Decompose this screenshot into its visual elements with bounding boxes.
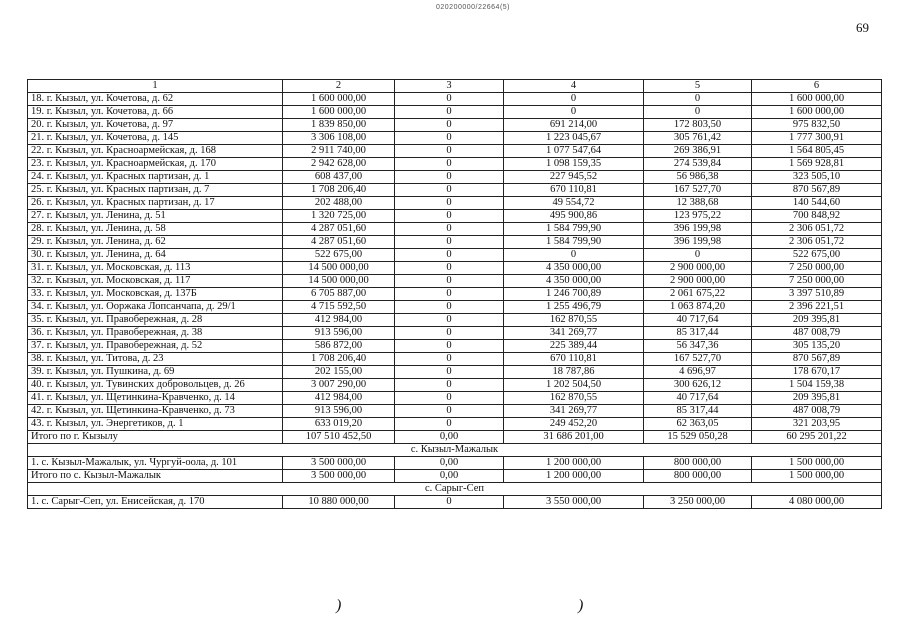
amount-cell: 1 564 805,45	[752, 145, 882, 158]
amount-cell: 4 287 051,60	[283, 223, 395, 236]
amount-cell: 7 250 000,00	[752, 262, 882, 275]
column-header: 6	[752, 80, 882, 93]
table-row	[28, 288, 882, 301]
table-row	[28, 379, 882, 392]
amount-cell: 2 061 675,22	[644, 288, 752, 301]
amount-cell: 0	[504, 249, 644, 262]
amount-cell: 1 777 300,91	[752, 132, 882, 145]
address-cell: Итого по с. Кызыл-Мажалык	[28, 470, 283, 483]
table-row	[28, 327, 882, 340]
amount-cell: 2 396 221,51	[752, 301, 882, 314]
amount-cell: 3 250 000,00	[644, 496, 752, 509]
amount-cell: 913 596,00	[283, 327, 395, 340]
amount-cell: 0	[644, 93, 752, 106]
amount-cell: 0	[395, 93, 504, 106]
amount-cell: 1 098 159,35	[504, 158, 644, 171]
amount-cell: 0	[395, 132, 504, 145]
table-row	[28, 223, 882, 236]
amount-cell: 3 397 510,89	[752, 288, 882, 301]
table-row	[28, 392, 882, 405]
page-number: 69	[856, 20, 869, 35]
amount-cell: 0	[395, 366, 504, 379]
amount-cell: 62 363,05	[644, 418, 752, 431]
amount-cell: 10 880 000,00	[283, 496, 395, 509]
amount-cell: 0	[395, 301, 504, 314]
amount-cell: 487 008,79	[752, 327, 882, 340]
amount-cell: 269 386,91	[644, 145, 752, 158]
amount-cell: 1 200 000,00	[504, 457, 644, 470]
amount-cell: 1 708 206,40	[283, 184, 395, 197]
amount-cell: 522 675,00	[283, 249, 395, 262]
amount-cell: 1 708 206,40	[283, 353, 395, 366]
address-cell: 19. г. Кызыл, ул. Кочетова, д. 66	[28, 106, 283, 119]
table-row	[28, 496, 882, 509]
amount-cell: 0	[395, 340, 504, 353]
amount-cell: 4 350 000,00	[504, 262, 644, 275]
amount-cell: 249 452,20	[504, 418, 644, 431]
amount-cell: 0	[395, 275, 504, 288]
amount-cell: 1 584 799,90	[504, 236, 644, 249]
amount-cell: 0	[395, 119, 504, 132]
amount-cell: 1 246 700,89	[504, 288, 644, 301]
amount-cell: 1 320 725,00	[283, 210, 395, 223]
amount-cell: 1 569 928,81	[752, 158, 882, 171]
address-cell: 43. г. Кызыл, ул. Энергетиков, д. 1	[28, 418, 283, 431]
column-header: 3	[395, 80, 504, 93]
table-row	[28, 106, 882, 119]
address-cell: 31. г. Кызыл, ул. Московская, д. 113	[28, 262, 283, 275]
amount-cell: 1 500 000,00	[752, 457, 882, 470]
address-cell: 37. г. Кызыл, ул. Правобережная, д. 52	[28, 340, 283, 353]
amount-cell: 1 223 045,67	[504, 132, 644, 145]
amount-cell: 300 626,12	[644, 379, 752, 392]
amount-cell: 0	[395, 418, 504, 431]
column-header: 5	[644, 80, 752, 93]
amount-cell: 4 350 000,00	[504, 275, 644, 288]
amount-cell: 487 008,79	[752, 405, 882, 418]
amount-cell: 0	[395, 496, 504, 509]
amount-cell: 1 584 799,90	[504, 223, 644, 236]
amount-cell: 0	[644, 106, 752, 119]
amount-cell: 3 500 000,00	[283, 457, 395, 470]
amount-cell: 225 389,44	[504, 340, 644, 353]
amount-cell: 1 504 159,38	[752, 379, 882, 392]
table-row	[28, 470, 882, 483]
amount-cell: 0	[395, 379, 504, 392]
amount-cell: 0,00	[395, 470, 504, 483]
table-row	[28, 197, 882, 210]
table-row	[28, 249, 882, 262]
table-header-row	[28, 80, 882, 93]
amount-cell: 1 600 000,00	[283, 93, 395, 106]
table-row	[28, 145, 882, 158]
address-cell: 36. г. Кызыл, ул. Правобережная, д. 38	[28, 327, 283, 340]
amount-cell: 60 295 201,22	[752, 431, 882, 444]
amount-cell: 7 250 000,00	[752, 275, 882, 288]
amount-cell: 140 544,60	[752, 197, 882, 210]
table-row	[28, 93, 882, 106]
table-row	[28, 119, 882, 132]
column-header: 1	[28, 80, 283, 93]
amount-cell: 0	[395, 327, 504, 340]
amount-cell: 633 019,20	[283, 418, 395, 431]
amount-cell: 4 080 000,00	[752, 496, 882, 509]
amount-cell: 4 696,97	[644, 366, 752, 379]
amount-cell: 0	[395, 223, 504, 236]
amount-cell: 3 500 000,00	[283, 470, 395, 483]
footer-mark: )	[336, 597, 342, 614]
amount-cell: 0	[395, 158, 504, 171]
amount-cell: 0	[395, 197, 504, 210]
amount-cell: 18 787,86	[504, 366, 644, 379]
address-cell: 22. г. Кызыл, ул. Красноармейская, д. 168	[28, 145, 283, 158]
address-cell: 24. г. Кызыл, ул. Красных партизан, д. 1	[28, 171, 283, 184]
amount-cell: 1 077 547,64	[504, 145, 644, 158]
amount-cell: 870 567,89	[752, 353, 882, 366]
section-header-row	[28, 483, 882, 496]
address-cell: 29. г. Кызыл, ул. Ленина, д. 62	[28, 236, 283, 249]
amount-cell: 0	[395, 249, 504, 262]
amount-cell: 870 567,89	[752, 184, 882, 197]
amount-cell: 341 269,77	[504, 327, 644, 340]
table-row	[28, 431, 882, 444]
address-cell: 1. с. Кызыл-Мажалык, ул. Чургуй-оола, д. 101	[28, 457, 283, 470]
amount-cell: 107 510 452,50	[283, 431, 395, 444]
section-header-row	[28, 444, 882, 457]
amount-cell: 1 600 000,00	[752, 106, 882, 119]
table-row	[28, 418, 882, 431]
amount-cell: 0	[395, 106, 504, 119]
address-cell: 30. г. Кызыл, ул. Ленина, д. 64	[28, 249, 283, 262]
address-cell: 21. г. Кызыл, ул. Кочетова, д. 145	[28, 132, 283, 145]
section-title: с. Сарыг-Сеп	[28, 483, 882, 496]
amount-cell: 85 317,44	[644, 327, 752, 340]
address-cell: 26. г. Кызыл, ул. Красных партизан, д. 17	[28, 197, 283, 210]
amount-cell: 1 202 504,50	[504, 379, 644, 392]
amount-cell: 586 872,00	[283, 340, 395, 353]
amount-cell: 3 550 000,00	[504, 496, 644, 509]
amount-cell: 0	[504, 93, 644, 106]
address-cell: 34. г. Кызыл, ул. Ооржака Лопсанчапа, д. 29/1	[28, 301, 283, 314]
amount-cell: 1 255 496,79	[504, 301, 644, 314]
amount-cell: 2 942 628,00	[283, 158, 395, 171]
amount-cell: 167 527,70	[644, 353, 752, 366]
amount-cell: 167 527,70	[644, 184, 752, 197]
amount-cell: 0	[395, 184, 504, 197]
address-cell: Итого по г. Кызылу	[28, 431, 283, 444]
address-cell: 32. г. Кызыл, ул. Московская, д. 117	[28, 275, 283, 288]
amount-cell: 0,00	[395, 457, 504, 470]
amount-cell: 495 900,86	[504, 210, 644, 223]
address-cell: 39. г. Кызыл, ул. Пушкина, д. 69	[28, 366, 283, 379]
amount-cell: 56 347,36	[644, 340, 752, 353]
amount-cell: 700 848,92	[752, 210, 882, 223]
amount-cell: 202 155,00	[283, 366, 395, 379]
amount-cell: 1 600 000,00	[752, 93, 882, 106]
amount-cell: 4 287 051,60	[283, 236, 395, 249]
amount-cell: 2 900 000,00	[644, 275, 752, 288]
amount-cell: 305 761,42	[644, 132, 752, 145]
amount-cell: 323 505,10	[752, 171, 882, 184]
address-cell: 18. г. Кызыл, ул. Кочетова, д. 62	[28, 93, 283, 106]
amount-cell: 2 306 051,72	[752, 236, 882, 249]
amount-cell: 31 686 201,00	[504, 431, 644, 444]
amount-cell: 321 203,95	[752, 418, 882, 431]
table-row	[28, 340, 882, 353]
amount-cell: 1 200 000,00	[504, 470, 644, 483]
amount-cell: 123 975,22	[644, 210, 752, 223]
amount-cell: 162 870,55	[504, 314, 644, 327]
amount-cell: 0	[395, 145, 504, 158]
amount-cell: 56 986,38	[644, 171, 752, 184]
amount-cell: 202 488,00	[283, 197, 395, 210]
amount-cell: 3 007 290,00	[283, 379, 395, 392]
amount-cell: 209 395,81	[752, 314, 882, 327]
address-cell: 25. г. Кызыл, ул. Красных партизан, д. 7	[28, 184, 283, 197]
address-cell: 28. г. Кызыл, ул. Ленина, д. 58	[28, 223, 283, 236]
amount-cell: 162 870,55	[504, 392, 644, 405]
amount-cell: 0	[395, 262, 504, 275]
amount-cell: 1 063 874,20	[644, 301, 752, 314]
amount-cell: 40 717,64	[644, 392, 752, 405]
table-row	[28, 210, 882, 223]
table-row	[28, 262, 882, 275]
address-cell: 41. г. Кызыл, ул. Щетинкина-Кравченко, д. 14	[28, 392, 283, 405]
amount-cell: 0	[395, 353, 504, 366]
budget-table	[27, 79, 882, 509]
address-cell: 33. г. Кызыл, ул. Московская, д. 137Б	[28, 288, 283, 301]
amount-cell: 0	[504, 106, 644, 119]
column-header: 4	[504, 80, 644, 93]
amount-cell: 12 388,68	[644, 197, 752, 210]
amount-cell: 178 670,17	[752, 366, 882, 379]
amount-cell: 396 199,98	[644, 223, 752, 236]
amount-cell: 670 110,81	[504, 353, 644, 366]
table-body	[28, 80, 882, 509]
table-row	[28, 132, 882, 145]
table-row	[28, 275, 882, 288]
column-header: 2	[283, 80, 395, 93]
address-cell: 1. с. Сарыг-Сеп, ул. Енисейская, д. 170	[28, 496, 283, 509]
amount-cell: 0	[644, 249, 752, 262]
amount-cell: 2 306 051,72	[752, 223, 882, 236]
amount-cell: 396 199,98	[644, 236, 752, 249]
amount-cell: 1 839 850,00	[283, 119, 395, 132]
amount-cell: 412 984,00	[283, 314, 395, 327]
amount-cell: 0	[395, 236, 504, 249]
amount-cell: 1 600 000,00	[283, 106, 395, 119]
amount-cell: 3 306 108,00	[283, 132, 395, 145]
table-row	[28, 171, 882, 184]
table-row	[28, 457, 882, 470]
amount-cell: 913 596,00	[283, 405, 395, 418]
table-row	[28, 301, 882, 314]
table-row	[28, 314, 882, 327]
amount-cell: 691 214,00	[504, 119, 644, 132]
table-row	[28, 405, 882, 418]
amount-cell: 0,00	[395, 431, 504, 444]
address-cell: 42. г. Кызыл, ул. Щетинкина-Кравченко, д. 73	[28, 405, 283, 418]
amount-cell: 6 705 887,00	[283, 288, 395, 301]
table-row	[28, 184, 882, 197]
address-cell: 38. г. Кызыл, ул. Титова, д. 23	[28, 353, 283, 366]
amount-cell: 0	[395, 405, 504, 418]
amount-cell: 0	[395, 210, 504, 223]
amount-cell: 209 395,81	[752, 392, 882, 405]
address-cell: 40. г. Кызыл, ул. Тувинских добровольцев, д. 26	[28, 379, 283, 392]
amount-cell: 522 675,00	[752, 249, 882, 262]
address-cell: 20. г. Кызыл, ул. Кочетова, д. 97	[28, 119, 283, 132]
amount-cell: 40 717,64	[644, 314, 752, 327]
amount-cell: 2 911 740,00	[283, 145, 395, 158]
section-title: с. Кызыл-Мажалык	[28, 444, 882, 457]
amount-cell: 975 832,50	[752, 119, 882, 132]
address-cell: 35. г. Кызыл, ул. Правобережная, д. 28	[28, 314, 283, 327]
address-cell: 23. г. Кызыл, ул. Красноармейская, д. 170	[28, 158, 283, 171]
amount-cell: 412 984,00	[283, 392, 395, 405]
table-row	[28, 366, 882, 379]
amount-cell: 0	[395, 392, 504, 405]
amount-cell: 14 500 000,00	[283, 275, 395, 288]
amount-cell: 0	[395, 314, 504, 327]
amount-cell: 800 000,00	[644, 457, 752, 470]
amount-cell: 608 437,00	[283, 171, 395, 184]
amount-cell: 172 803,50	[644, 119, 752, 132]
amount-cell: 0	[395, 288, 504, 301]
amount-cell: 670 110,81	[504, 184, 644, 197]
table-row	[28, 158, 882, 171]
address-cell: 27. г. Кызыл, ул. Ленина, д. 51	[28, 210, 283, 223]
document-stamp: 020200000/22664(5)	[436, 4, 511, 11]
amount-cell: 49 554,72	[504, 197, 644, 210]
amount-cell: 85 317,44	[644, 405, 752, 418]
amount-cell: 14 500 000,00	[283, 262, 395, 275]
amount-cell: 274 539,84	[644, 158, 752, 171]
amount-cell: 800 000,00	[644, 470, 752, 483]
amount-cell: 0	[395, 171, 504, 184]
amount-cell: 227 945,52	[504, 171, 644, 184]
amount-cell: 4 715 592,50	[283, 301, 395, 314]
table-row	[28, 353, 882, 366]
amount-cell: 2 900 000,00	[644, 262, 752, 275]
footer-mark: )	[578, 597, 584, 614]
amount-cell: 15 529 050,28	[644, 431, 752, 444]
amount-cell: 305 135,20	[752, 340, 882, 353]
amount-cell: 341 269,77	[504, 405, 644, 418]
amount-cell: 1 500 000,00	[752, 470, 882, 483]
table-row	[28, 236, 882, 249]
